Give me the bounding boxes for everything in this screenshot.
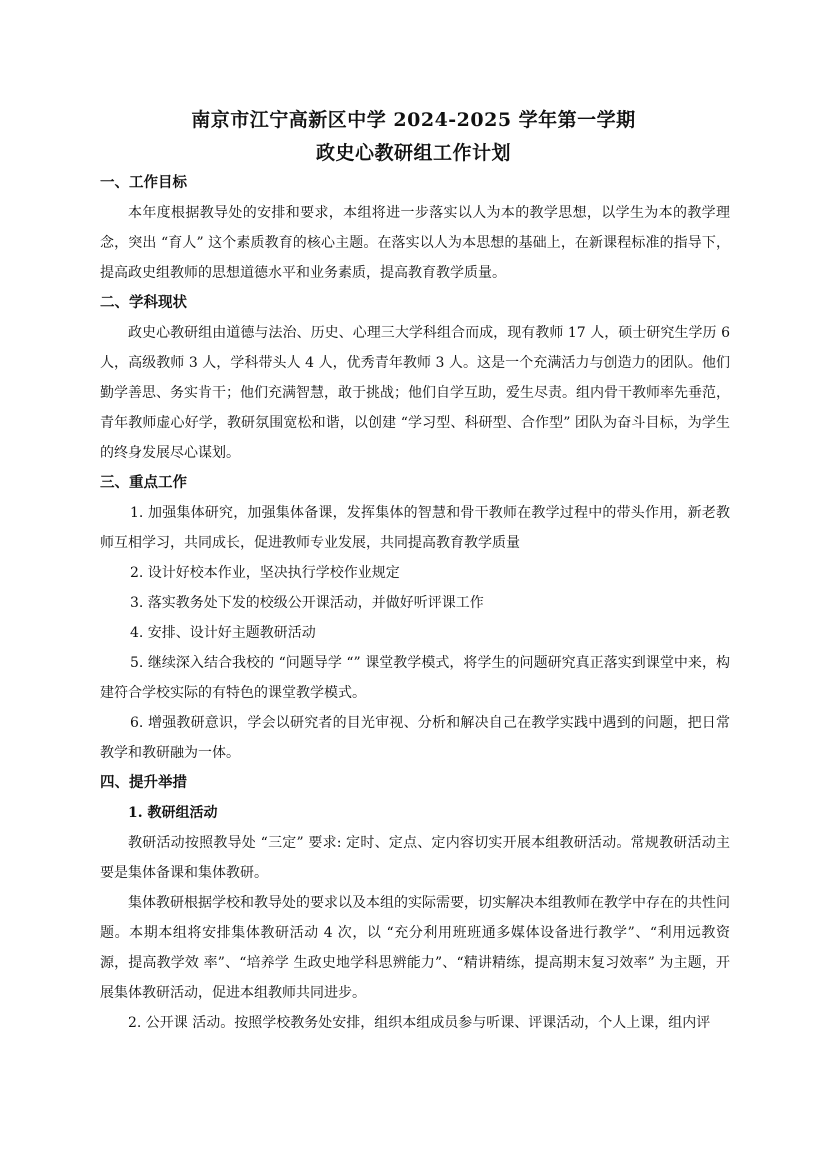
document-title-line-2: 政史心教研组工作计划 xyxy=(315,142,511,164)
document-body xyxy=(100,168,730,1038)
status-paragraph: 政史心教研组由道德与法治、历史、心理三大学科组合而成，现有教师 17 人，硕士研究生学历 6 人，高级教师 3 人，学科带头人 4 人，优秀青年教师 3 人。这是一个充满活力与创造力的团队。他们勤学善思、务实肯干；他们充满智慧，敢于挑战；他们自学互助，爱生尽责。组内骨干教师率先垂范，青年教师虚心好学，教研氛围宽松和谐，以创建 “学习型、科研型、合作型” 团队为奋斗目标，为学生的终身发展尽心谋划。 xyxy=(100,325,730,461)
section-heading-measures: 四、提升举措 xyxy=(100,774,187,791)
measures-paragraph-1: 教研活动按照教导处 “三定” 要求: 定时、定点、定内容切实开展本组教研活动。常规教研活动主要是集体备课和集体教研。 xyxy=(100,835,730,881)
key-work-item-2: 2. 设计好校本作业，坚决执行学校作业规定 xyxy=(130,565,400,581)
key-work-item-5: 5. 继续深入结合我校的 “问题导学 “” 课堂教学模式，将学生的问题研究真正落实到课堂中来，构建符合学校实际的有特色的课堂教学模式。 xyxy=(100,655,730,701)
section-heading-status: 二、学科现状 xyxy=(100,294,187,311)
key-work-item-4: 4. 安排、设计好主题教研活动 xyxy=(130,625,316,641)
goals-paragraph: 本年度根据教导处的安排和要求，本组将进一步落实以人为本的教学思想，以学生为本的教学理念，突出 “育人” 这个素质教育的核心主题。在落实以人为本思想的基础上，在新课程标准的指导下，提高政史组教师的思想道德水平和业务素质，提高教育教学质量。 xyxy=(100,205,730,281)
key-work-item-1: 1. 加强集体研究，加强集体备课，发挥集体的智慧和骨干教师在教学过程中的带头作用，新老教师互相学习，共同成长，促进教师专业发展，共同提高教育教学质量 xyxy=(100,505,730,551)
key-work-item-6: 6. 增强教研意识，学会以研究者的目光审视、分析和解决自己在教学实践中遇到的问题，把日常教学和教研融为一体。 xyxy=(100,715,730,761)
measures-subheading-activities: 1. 教研组活动 xyxy=(128,805,218,821)
section-heading-key-work: 三、重点工作 xyxy=(100,474,187,491)
key-work-item-3: 3. 落实教务处下发的校级公开课活动，并做好听评课工作 xyxy=(130,595,484,611)
measures-paragraph-2: 集体教研根据学校和教导处的要求以及本组的实际需要，切实解决本组教师在教学中存在的共性问题。本期本组将安排集体教研活动 4 次，以 “充分利用班班通多媒体设备进行教学”、“利用远教资源，提高教学效 率”、“培养学 生政史地学科思辨能力”、“精讲精练，提高期末复习效率” 为主题，开展集体教研活动，促进本组教师共同进步。 xyxy=(100,895,730,1001)
section-heading-goals: 一、工作目标 xyxy=(100,174,187,191)
document-title-line-1: 南京市江宁高新区中学 2024-2025 学年第一学期 xyxy=(191,109,636,131)
measures-paragraph-3: 2. 公开课 活动。按照学校教务处安排，组织本组成员参与听课、评课活动，个人上课，组内评 xyxy=(128,1015,711,1031)
